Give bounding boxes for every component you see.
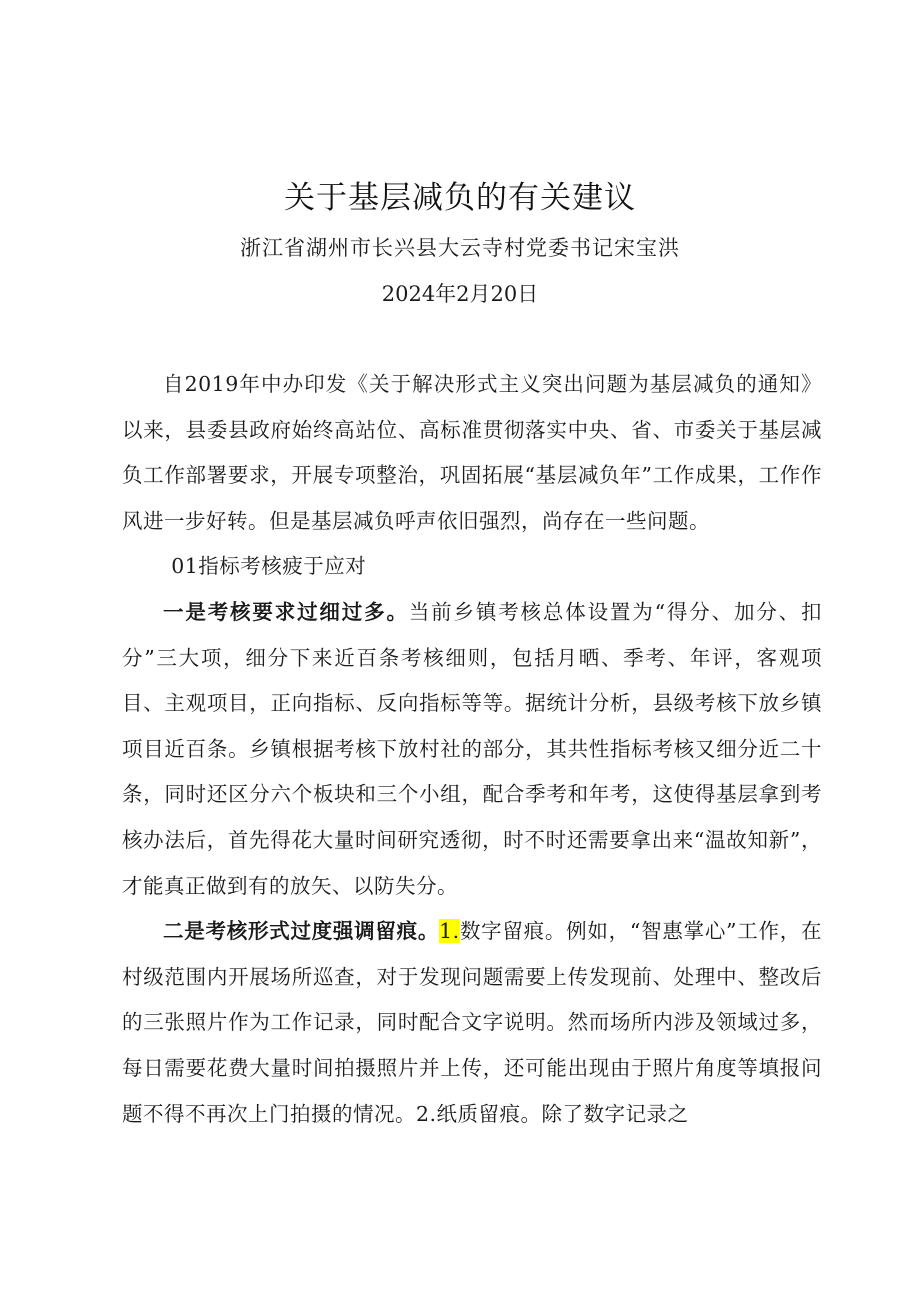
document-author: 浙江省湖州市长兴县大云寺村党委书记宋宝洪 [240,236,680,260]
intro-paragraph: 自2019年中办印发《关于解决形式主义突出问题为基层减负的通知》以来，县委县政府始终高站位、高标准贯彻落实中央、省、市委关于基层减负工作部署要求，开展专项整治，巩固拓展“基层减负年”工作成果，工作作风进一步好转。但是基层减负呼声依旧强烈，尚存在一些问题。 [122,372,822,533]
point-two-paragraph [122,909,822,1137]
point-one-lead: 一是考核要求过细过多。 [163,599,409,624]
document-body [122,362,822,1137]
point-one-paragraph [122,590,822,909]
document-date: 2024年2月20日 [381,282,539,306]
point-two-text: 数字留痕。例如，“智惠掌心”工作，在村级范围内开展场所巡查，对于发现问题需要上传发现前、处理中、整改后的三张照片作为工作记录，同时配合文字说明。然而场所内涉及领域过多，每日需要花费大量时间拍摄照片并上传，还可能出现由于照片角度等填报问题不得不再次上门拍摄的情况。2.纸质留痕。除了数字记录之 [122,919,822,1126]
highlighted-number: 1. [439,919,460,944]
document-title: 关于基层减负的有关建议 [284,180,636,216]
point-two-lead: 二是考核形式过度强调留痕。 [163,919,440,944]
point-one-text: 当前乡镇考核总体设置为“得分、加分、扣分”三大项，细分下来近百条考核细则，包括月晒、季考、年评，客观项目、主观项目，正向指标、反向指标等等。据统计分析，县级考核下放乡镇项目近百条。乡镇根据考核下放村社的部分，其共性指标考核又细分近二十条，同时还区分六个板块和三个小组，配合季考和年考，这使得基层拿到考核办法后，首先得花大量时间研究透彻，时不时还需要拿出来“温故知新”，才能真正做到有的放矢、以防失分。 [122,599,823,898]
section-heading: 01指标考核疲于应对 [171,554,367,579]
